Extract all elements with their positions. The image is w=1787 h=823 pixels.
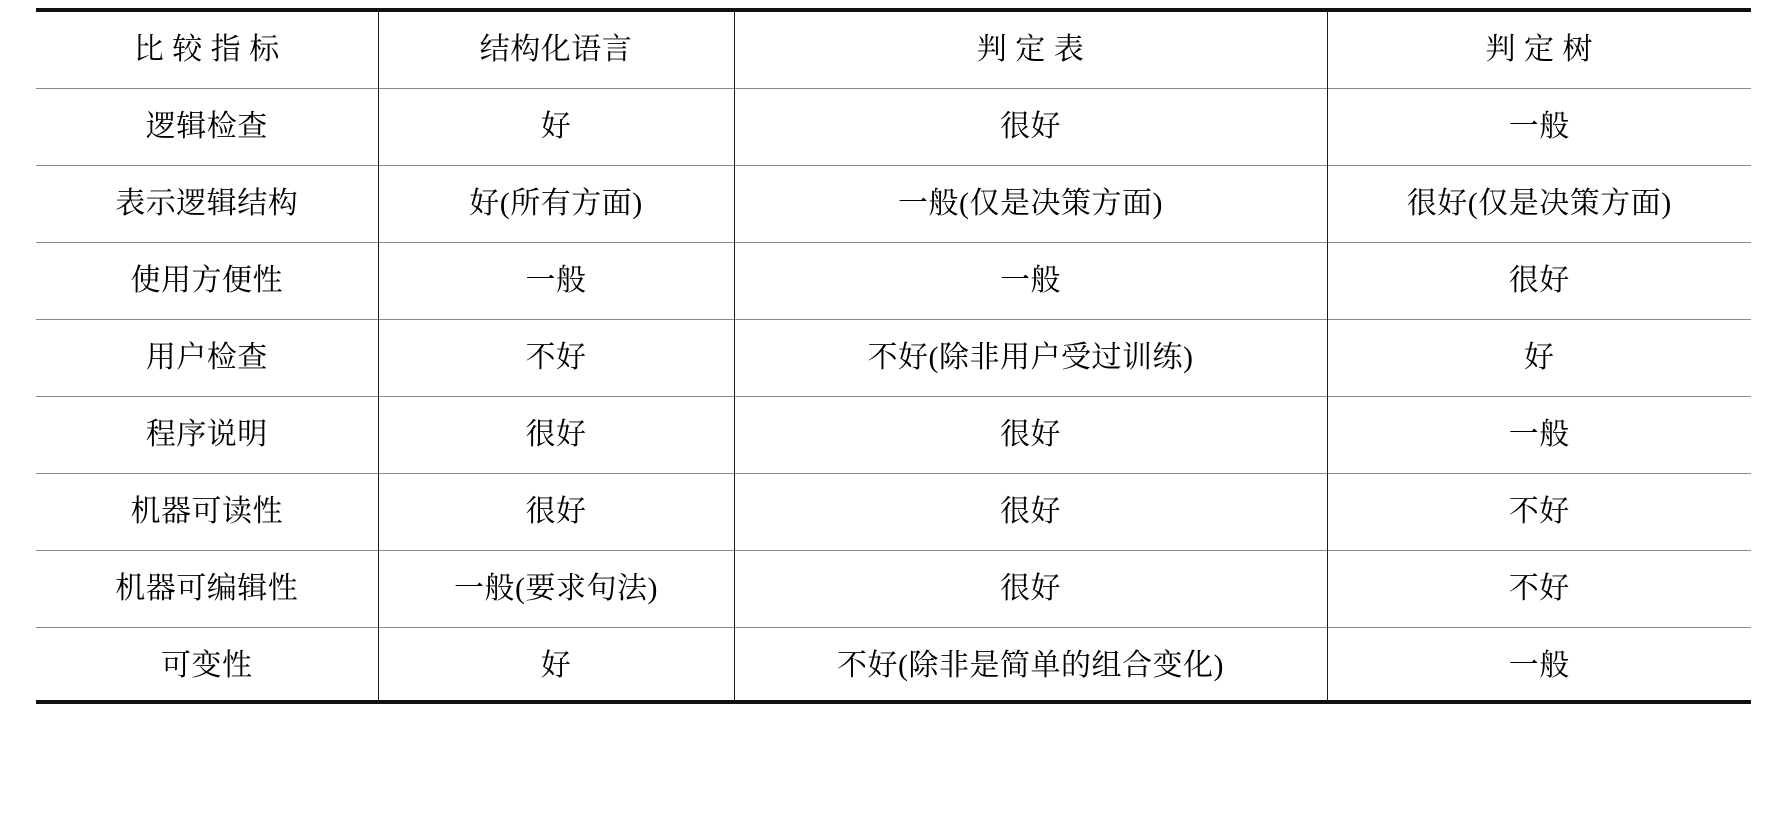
table-cell-structured-language: 好 [378, 628, 734, 705]
table-bottom-rule [36, 700, 1751, 704]
table-row [36, 243, 1751, 320]
table-cell-metric: 使用方便性 [36, 243, 378, 320]
table-cell-structured-language: 好(所有方面) [378, 166, 734, 243]
table-cell-decision-tree: 一般 [1327, 89, 1751, 166]
table-cell-decision-table: 很好 [734, 474, 1327, 551]
table-row [36, 551, 1751, 628]
table-cell-decision-table: 很好 [734, 397, 1327, 474]
table-cell-decision-table: 很好 [734, 89, 1327, 166]
table-cell-metric: 表示逻辑结构 [36, 166, 378, 243]
table-cell-decision-table: 不好(除非用户受过训练) [734, 320, 1327, 397]
table-cell-metric: 机器可读性 [36, 474, 378, 551]
table-cell-decision-tree: 很好 [1327, 243, 1751, 320]
table-cell-decision-tree: 不好 [1327, 474, 1751, 551]
table-row [36, 89, 1751, 166]
table-cell-decision-tree: 一般 [1327, 628, 1751, 705]
table-cell-decision-table: 一般(仅是决策方面) [734, 166, 1327, 243]
table-cell-structured-language: 一般 [378, 243, 734, 320]
table-cell-metric: 机器可编辑性 [36, 551, 378, 628]
table-cell-structured-language: 一般(要求句法) [378, 551, 734, 628]
table-cell-metric: 逻辑检查 [36, 89, 378, 166]
comparison-table [36, 12, 1751, 704]
table-header-row [36, 12, 1751, 89]
table-cell-decision-table: 不好(除非是简单的组合变化) [734, 628, 1327, 705]
table-header-cell-2: 判 定 表 [734, 12, 1327, 89]
table-cell-metric: 可变性 [36, 628, 378, 705]
table-cell-decision-tree: 不好 [1327, 551, 1751, 628]
table-cell-structured-language: 好 [378, 89, 734, 166]
table-header-cell-1: 结构化语言 [378, 12, 734, 89]
table-cell-decision-table: 很好 [734, 551, 1327, 628]
table-row [36, 397, 1751, 474]
table-container [36, 12, 1751, 704]
table-cell-structured-language: 不好 [378, 320, 734, 397]
table-row [36, 474, 1751, 551]
table-cell-structured-language: 很好 [378, 397, 734, 474]
table-cell-decision-tree: 很好(仅是决策方面) [1327, 166, 1751, 243]
table-header-cell-0: 比 较 指 标 [36, 12, 378, 89]
table-row [36, 628, 1751, 705]
table-cell-metric: 程序说明 [36, 397, 378, 474]
table-cell-decision-tree: 一般 [1327, 397, 1751, 474]
table-cell-decision-table: 一般 [734, 243, 1327, 320]
table-row [36, 166, 1751, 243]
table-header-cell-3: 判 定 树 [1327, 12, 1751, 89]
table-cell-decision-tree: 好 [1327, 320, 1751, 397]
table-cell-structured-language: 很好 [378, 474, 734, 551]
table-row [36, 320, 1751, 397]
table-cell-metric: 用户检查 [36, 320, 378, 397]
